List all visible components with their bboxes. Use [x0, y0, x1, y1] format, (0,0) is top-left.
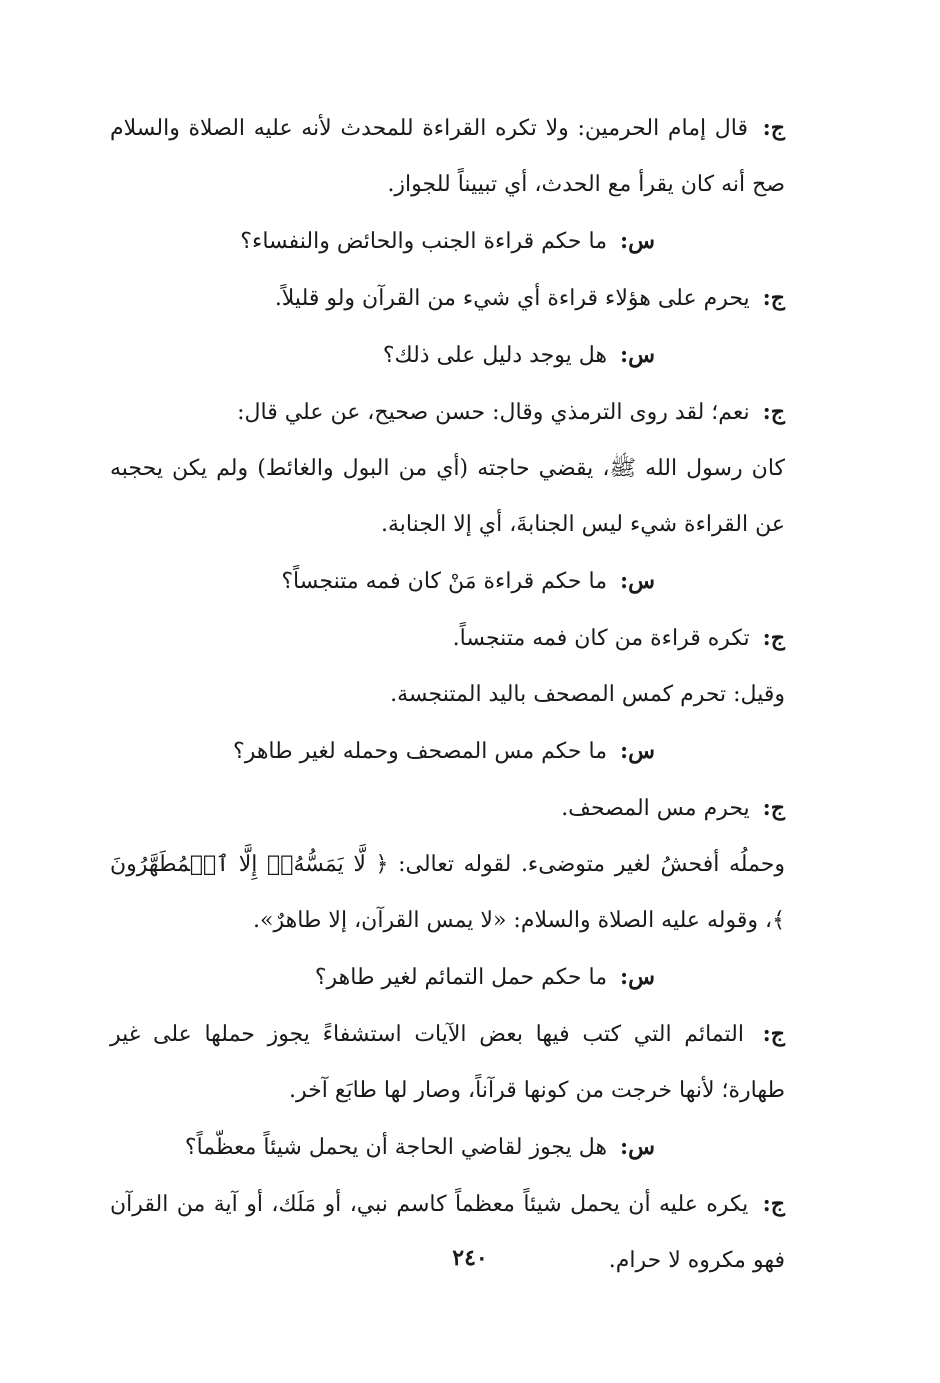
paragraph-14 — [110, 1006, 785, 1119]
paragraph-text: تكره قراءة من كان فمه متنجساً. — [452, 626, 750, 651]
paragraph-15 — [110, 1119, 785, 1176]
answer-marker: ج: — [762, 795, 785, 821]
answer-marker: ج: — [762, 1191, 785, 1217]
answer-marker: ج: — [762, 1021, 785, 1047]
question-marker: س: — [620, 568, 655, 594]
page-number: ٢٤٠ — [452, 1245, 488, 1271]
question-marker: س: — [620, 342, 655, 368]
paragraph-6 — [110, 441, 785, 553]
paragraph-text: يحرم مس المصحف. — [561, 796, 750, 821]
paragraph-text: ما حكم قراءة مَنْ كان فمه متنجساً؟ — [281, 569, 608, 594]
answer-marker: ج: — [762, 625, 785, 651]
paragraph-text: ما حكم حمل التمائم لغير طاهر؟ — [314, 965, 608, 990]
question-marker: س: — [620, 1134, 655, 1160]
answer-marker: ج: — [762, 115, 785, 141]
paragraph-text: نعم؛ لقد روى الترمذي وقال: حسن صحيح، عن علي قال: — [237, 400, 750, 425]
paragraph-text: يكره عليه أن يحمل شيئاً معظماً كاسم نبي، أو مَلَك، أو آية من القرآن فهو مكروه لا حرام. — [110, 1192, 785, 1273]
paragraph-7 — [110, 553, 785, 610]
paragraph-8 — [110, 610, 785, 667]
paragraph-text: وقيل: تحرم كمس المصحف باليد المتنجسة. — [390, 682, 785, 707]
paragraph-5 — [110, 384, 785, 441]
paragraph-13 — [110, 949, 785, 1006]
answer-marker: ج: — [762, 285, 785, 311]
paragraph-text: التمائم التي كتب فيها بعض الآيات استشفاءً يجوز حملها على غير طهارة؛ لأنها خرجت من كونها قرآناً، وصار لها طابَع آخر. — [110, 1022, 785, 1103]
paragraph-4 — [110, 327, 785, 384]
paragraph-16 — [110, 1176, 785, 1289]
paragraph-text: هل يجوز لقاضي الحاجة أن يحمل شيئاً معظّماً؟ — [184, 1135, 608, 1160]
paragraph-text: يحرم على هؤلاء قراءة أي شيء من القرآن ولو قليلاً. — [274, 286, 750, 311]
paragraph-1 — [110, 100, 785, 213]
paragraph-text: هل يوجد دليل على ذلك؟ — [382, 343, 608, 368]
answer-marker: ج: — [762, 399, 785, 425]
paragraph-10 — [110, 723, 785, 780]
paragraph-11 — [110, 780, 785, 837]
question-marker: س: — [620, 738, 655, 764]
paragraph-9 — [110, 667, 785, 723]
paragraph-text: ما حكم قراءة الجنب والحائض والنفساء؟ — [240, 229, 608, 254]
paragraph-text: قال إمام الحرمين: ولا تكره القراءة للمحدث لأنه عليه الصلاة والسلام صح أنه كان يقرأ مع الحدث، أي تبييناً للجواز. — [110, 116, 785, 197]
paragraph-text: ما حكم مس المصحف وحمله لغير طاهر؟ — [233, 739, 608, 764]
paragraph-3 — [110, 270, 785, 327]
paragraph-2 — [110, 213, 785, 270]
paragraph-12 — [110, 837, 785, 949]
paragraph-text: كان رسول الله ﷺ، يقضي حاجته (أي من البول والغائط) ولم يكن يحجبه عن القراءة شيء ليس الجنابةَ، أي إلا الجنابة. — [110, 456, 785, 537]
paragraph-text: وحملُه أفحشُ لغير متوضىء. لقوله تعالى: ﴿ لَّا يَمَسُّهُۥٓ إِلَّا ٱلۡمُطَهَّرُونَ ﴾، وقوله عليه الصلاة والسلام: «لا يمس القرآن، إلا طاهرٌ». — [110, 852, 785, 933]
question-marker: س: — [620, 964, 655, 990]
question-marker: س: — [620, 228, 655, 254]
text-body — [110, 100, 785, 1289]
